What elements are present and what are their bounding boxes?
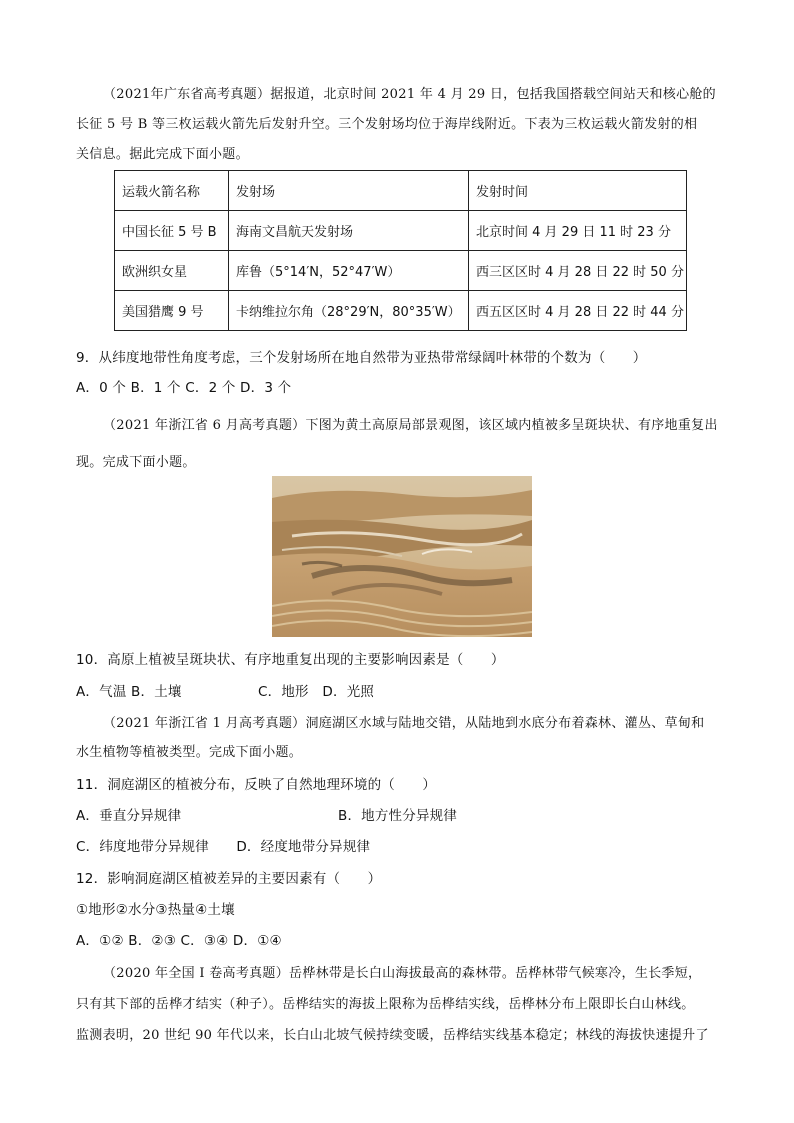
table-cell: 美国猎鹰 9 号 bbox=[115, 291, 229, 331]
intro-zj6-line1: （2021 年浙江省 6 月高考真题）下图为黄土高原局部景观图，该区域内植被多呈斑块状、有序地重复出 bbox=[103, 418, 718, 433]
question-12-stem: 12．影响洞庭湖区植被差异的主要因素有（ ） bbox=[76, 871, 382, 887]
table-cell: 库鲁（5°14′N，52°47′W） bbox=[229, 251, 469, 291]
question-10-option-ab: A．气温 B．土壤 bbox=[76, 684, 182, 700]
table-cell: 海南文昌航天发射场 bbox=[229, 211, 469, 251]
table-header-cell: 发射场 bbox=[229, 171, 469, 211]
intro-zj1-line2: 水生植物等植被类型。完成下面小题。 bbox=[76, 745, 303, 760]
question-12-items: ①地形②水分③热量④土壤 bbox=[76, 902, 235, 918]
table-cell: 西五区区时 4 月 28 日 22 时 44 分 bbox=[469, 291, 687, 331]
intro-gd-line2: 长征 5 号 B 等三枚运载火箭先后发射升空。三个发射场均位于海岸线附近。下表为三枚运载火箭发射的相 bbox=[76, 117, 698, 132]
question-10-stem: 10．高原上植被呈斑块状、有序地重复出现的主要影响因素是（ ） bbox=[76, 652, 505, 668]
table-cell: 北京时间 4 月 29 日 11 时 23 分 bbox=[469, 211, 687, 251]
intro-zj6-line2: 现。完成下面小题。 bbox=[76, 455, 196, 470]
table-row bbox=[115, 291, 687, 331]
question-11-stem: 11．洞庭湖区的植被分布，反映了自然地理环境的（ ） bbox=[76, 777, 437, 793]
intro-qg-line3: 监测表明，20 世纪 90 年代以来，长白山北坡气候持续变暖，岳桦结实线基本稳定；林线的海拔快速提升了 bbox=[76, 1028, 709, 1043]
loess-plateau-landscape-photo bbox=[272, 476, 532, 637]
question-11-option-b: B．地方性分异规律 bbox=[338, 808, 458, 824]
intro-qg-line2: 只有其下部的岳桦才结实（种子）。岳桦结实的海拔上限称为岳桦结实线，岳桦林分布上限即长白山林线。 bbox=[76, 997, 695, 1012]
question-9-options: A．0 个 B．1 个 C．2 个 D．3 个 bbox=[76, 380, 292, 396]
table-row bbox=[115, 251, 687, 291]
question-10-option-cd: C．地形 D．光照 bbox=[258, 684, 375, 700]
intro-gd-line3: 关信息。据此完成下面小题。 bbox=[76, 147, 249, 162]
table-cell: 卡纳维拉尔角（28°29′N，80°35′W） bbox=[229, 291, 469, 331]
table-cell: 欧洲织女星 bbox=[115, 251, 229, 291]
question-11-option-a: A．垂直分异规律 bbox=[76, 808, 182, 824]
intro-qg-line1: （2020 年全国 I 卷高考真题）岳桦林带是长白山海拔最高的森林带。岳桦林带气候寒冷，生长季短， bbox=[103, 966, 702, 981]
table-row bbox=[115, 211, 687, 251]
table-cell: 西三区区时 4 月 28 日 22 时 50 分 bbox=[469, 251, 687, 291]
rocket-launch-table bbox=[114, 170, 687, 331]
table-header-row bbox=[115, 171, 687, 211]
question-9-stem: 9．从纬度地带性角度考虑，三个发射场所在地自然带为亚热带常绿阔叶林带的个数为（ ） bbox=[76, 350, 647, 366]
table-header-cell: 发射时间 bbox=[469, 171, 687, 211]
intro-zj1-line1: （2021 年浙江省 1 月高考真题）洞庭湖区水域与陆地交错，从陆地到水底分布着森林、灌丛、草甸和 bbox=[103, 716, 705, 731]
question-12-options: A．①② B．②③ C．③④ D．①④ bbox=[76, 933, 282, 949]
table-header-cell: 运载火箭名称 bbox=[115, 171, 229, 211]
question-11-option-cd: C．纬度地带分异规律 D．经度地带分异规律 bbox=[76, 839, 371, 855]
intro-gd-line1: （2021年广东省高考真题）据报道，北京时间 2021 年 4 月 29 日，包括我国搭载空间站天和核心舱的 bbox=[103, 87, 716, 102]
table-cell: 中国长征 5 号 B bbox=[115, 211, 229, 251]
